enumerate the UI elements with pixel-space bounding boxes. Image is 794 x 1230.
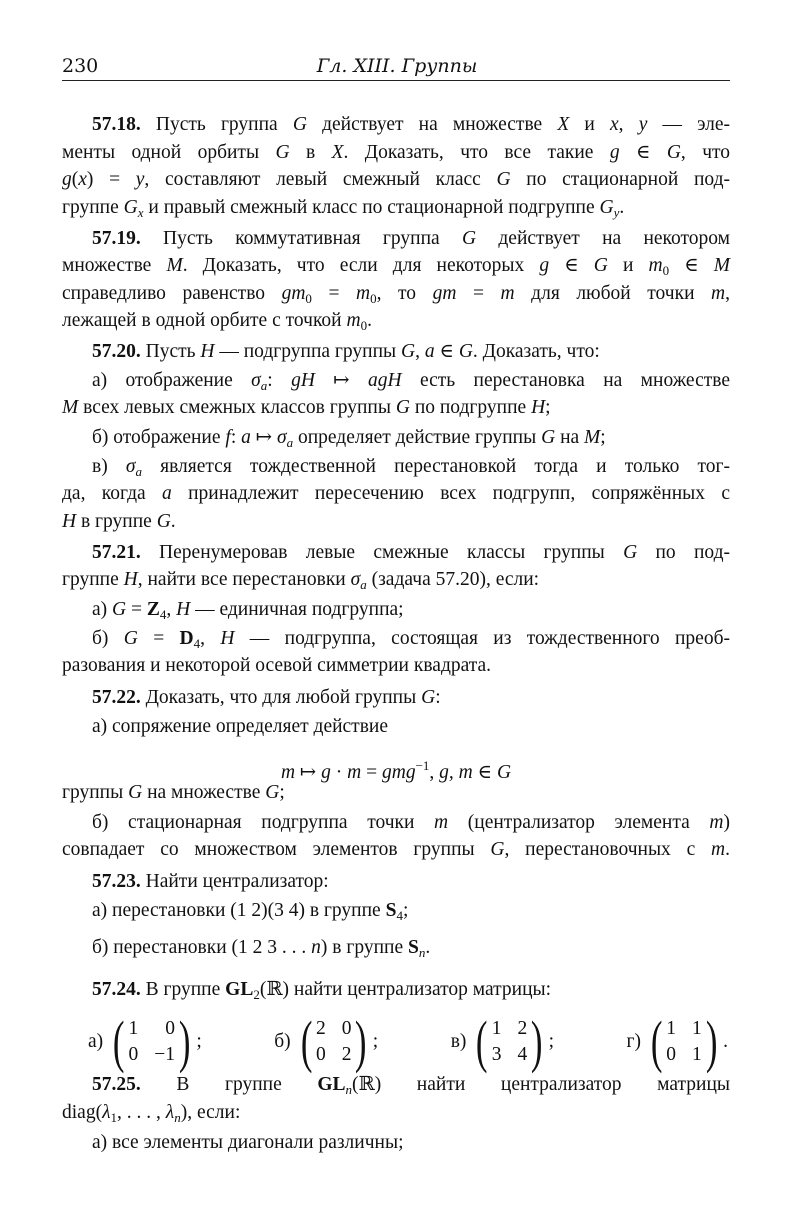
math-index: a: [286, 435, 294, 450]
text-run: ) =: [86, 169, 136, 190]
math-symbol: g: [62, 169, 72, 190]
text-run: на множестве: [142, 782, 266, 803]
math-index: 1: [110, 1110, 118, 1125]
text-line: [62, 139, 730, 167]
text-run: а): [92, 599, 113, 620]
text-line: [62, 836, 730, 864]
matrix-entry: 0: [128, 1044, 139, 1065]
math-symbol: G: [265, 782, 280, 803]
math-symbol: gH: [291, 370, 315, 391]
text-run: , составляют левый смежный класс: [144, 169, 497, 190]
text-run: лежащей в одной орбите с точкой: [62, 310, 347, 331]
text-run: ↦: [295, 762, 322, 783]
left-paren: (: [650, 1009, 663, 1074]
matrix-label: в): [450, 1031, 467, 1052]
text-run: а) сопряжение определяет действие: [92, 716, 389, 737]
math-symbol: G: [401, 341, 416, 362]
math-symbol: m: [347, 762, 362, 783]
math-symbol: G: [421, 687, 436, 708]
text-run: б): [92, 628, 124, 649]
text-line: [92, 225, 730, 253]
bold-text: GL: [317, 1074, 346, 1095]
math-symbol: X: [557, 114, 570, 135]
matrix-label: б): [274, 1031, 291, 1052]
text-run: ,: [429, 762, 440, 783]
math-symbol: M: [166, 255, 183, 276]
text-line: [62, 652, 730, 680]
text-line: [92, 338, 730, 366]
math-symbol: G: [593, 255, 608, 276]
math-symbol: a: [162, 483, 172, 504]
text-run: ∈: [472, 762, 497, 783]
text-run: Пусть группа: [140, 114, 293, 135]
math-symbol: m: [346, 310, 361, 331]
text-run: по подгруппе: [409, 397, 532, 418]
text-run: действует на множестве: [306, 114, 558, 135]
text-run: — единичная подгруппа;: [190, 599, 404, 620]
text-run: :: [230, 427, 242, 448]
text-run: ;: [402, 900, 409, 921]
text-run: в группе: [76, 511, 157, 532]
text-run: ,: [415, 341, 425, 362]
text-line: [92, 713, 730, 741]
text-run: , что: [680, 142, 731, 163]
matrix-item: [626, 1009, 728, 1074]
right-paren: ): [355, 1009, 367, 1074]
math-symbol: m: [500, 283, 515, 304]
math-symbol: λ: [102, 1102, 111, 1123]
text-run: , то: [376, 283, 433, 304]
text-run: diag(: [62, 1102, 103, 1123]
math-symbol: σ: [251, 370, 261, 391]
math-symbol: gm: [281, 283, 306, 304]
matrix-label: а): [88, 1031, 104, 1052]
bold-text: 57.25.: [92, 1074, 141, 1095]
right-paren: ): [705, 1009, 718, 1074]
math-index: 0: [662, 263, 670, 278]
matrix-entry: 4: [517, 1044, 528, 1065]
math-symbol: H: [123, 569, 138, 590]
matrix-entries: [316, 1016, 352, 1068]
bold-text: GL: [225, 979, 254, 1000]
text-line: [62, 307, 730, 340]
text-run: =: [456, 283, 501, 304]
text-run: ∈: [619, 142, 667, 163]
text-run: в): [92, 456, 126, 477]
text-line: [62, 166, 730, 194]
text-line: [62, 394, 730, 422]
math-symbol: G: [458, 341, 473, 362]
math-symbol: G: [128, 782, 143, 803]
math-symbol: a: [241, 427, 251, 448]
matrix-entry: 1: [491, 1018, 502, 1039]
matrix-item: [274, 1009, 379, 1074]
text-run: является тождественной перестановкой тогда и только тог-: [141, 456, 731, 477]
math-symbol: m: [648, 255, 663, 276]
math-symbol: G: [496, 762, 512, 783]
bold-text: 57.24.: [92, 979, 141, 1000]
text-run: и: [607, 255, 649, 276]
text-run: совпадает со множеством элементов группы: [62, 839, 491, 860]
text-run: :: [267, 370, 292, 391]
text-run: Пусть коммутативная группа: [140, 228, 462, 249]
text-run: (ℝ) найти централизатор матрицы:: [259, 979, 552, 1000]
math-symbol: G: [292, 114, 307, 135]
text-run: ,: [618, 114, 639, 135]
matrix-entry: 0: [315, 1044, 326, 1065]
matrix-entry: 1: [692, 1018, 702, 1039]
text-line: [62, 566, 730, 599]
text-run: . Доказать, что если для некоторых: [182, 255, 540, 276]
text-run: а) перестановки (1 2)(3 4) в группе: [92, 900, 386, 921]
matrix-entry: 2: [517, 1018, 528, 1039]
text-run: (: [71, 169, 79, 190]
matrix-row: [88, 1009, 728, 1074]
matrix-punct: .: [723, 1031, 728, 1052]
math-symbol: f: [225, 427, 231, 448]
math-symbol: y: [638, 114, 648, 135]
text-run: Найти централизатор:: [140, 871, 329, 892]
text-line: [62, 480, 730, 508]
math-symbol: gmg: [381, 762, 416, 783]
math-symbol: g, m: [439, 762, 473, 783]
math-symbol: agH: [368, 370, 402, 391]
text-run: ↦: [314, 370, 368, 391]
math-symbol: gm: [432, 283, 457, 304]
math-index: a: [260, 378, 268, 393]
math-index: 4: [159, 607, 167, 622]
text-run: =: [311, 283, 357, 304]
math-index: x: [137, 205, 144, 220]
math-symbol: G: [123, 197, 138, 218]
math-index: a: [135, 464, 142, 479]
text-run: ∈: [434, 341, 459, 362]
left-paren: (: [476, 1009, 488, 1074]
bold-text: 57.20.: [92, 341, 141, 362]
math-symbol: M: [62, 397, 79, 418]
bold-text: D: [179, 628, 194, 649]
bold-text: 57.22.: [92, 687, 141, 708]
math-symbol: n: [311, 937, 321, 958]
text-run: для любой точки: [514, 283, 712, 304]
text-run: есть перестановка на множестве: [401, 370, 730, 391]
matrix-punct: ;: [548, 1031, 554, 1052]
text-run: (задача 57.20), если:: [366, 569, 540, 590]
text-run: группе: [62, 197, 124, 218]
text-run: — подгруппа группы: [214, 341, 402, 362]
matrix-punct: ;: [372, 1031, 379, 1052]
text-run: разования и некоторой осевой симметрии квадрата.: [62, 655, 492, 676]
text-run: .: [725, 839, 730, 860]
text-run: действует на некотором: [476, 228, 730, 249]
text-line: [92, 934, 730, 967]
math-symbol: m: [280, 762, 296, 783]
math-symbol: G: [156, 511, 171, 532]
text-run: , перестановочных с: [504, 839, 712, 860]
math-symbol: H: [200, 341, 215, 362]
text-run: .: [619, 197, 625, 218]
math-symbol: M: [584, 427, 601, 448]
text-run: ): [723, 812, 730, 833]
math-symbol: G: [496, 169, 511, 190]
math-symbol: λ: [165, 1102, 175, 1123]
bold-text: Z: [146, 599, 160, 620]
bold-text: 57.19.: [92, 228, 141, 249]
text-run: Перенумеровав левые смежные классы группы: [140, 542, 624, 563]
text-line: [92, 684, 730, 712]
text-line: [92, 539, 730, 567]
text-run: ∈: [549, 255, 594, 276]
text-line: [92, 976, 730, 1009]
text-run: :: [435, 687, 441, 708]
text-run: а) все элементы диагонали различны;: [92, 1132, 404, 1153]
text-line: [62, 508, 730, 536]
text-run: ∈: [669, 255, 714, 276]
bold-text: 57.23.: [92, 871, 141, 892]
math-symbol: G: [123, 628, 138, 649]
text-line: [92, 111, 730, 139]
text-run: .: [425, 937, 431, 958]
text-run: В группе: [140, 1074, 318, 1095]
right-paren: ): [178, 1009, 191, 1074]
math-index: a: [360, 577, 367, 592]
text-run: =: [126, 599, 147, 620]
math-symbol: σ: [125, 456, 136, 477]
math-symbol: G: [666, 142, 681, 163]
text-run: определяет действие группы: [293, 427, 542, 448]
math-symbol: y: [135, 169, 145, 190]
text-run: .: [170, 511, 176, 532]
text-run: по под-: [637, 542, 730, 563]
math-symbol: σ: [276, 427, 287, 448]
bold-text: S: [407, 937, 419, 958]
text-run: б) отображение: [92, 427, 226, 448]
text-line: [62, 1099, 730, 1132]
text-run: б) стационарная подгруппа точки: [92, 812, 435, 833]
matrix-entry: 1: [692, 1044, 702, 1065]
text-run: (ℝ) найти централизатор матрицы: [352, 1074, 730, 1095]
matrix-entry: 0: [165, 1018, 175, 1039]
math-symbol: m: [711, 283, 726, 304]
left-paren: (: [113, 1009, 125, 1074]
text-run: ;: [545, 397, 551, 418]
matrix-item: [450, 1009, 554, 1074]
matrix-entry: 2: [341, 1044, 352, 1065]
text-run: принадлежит пересечению всех подгрупп, сопряжённых с: [171, 483, 730, 504]
text-line: [62, 194, 730, 227]
matrix-entry: 1: [128, 1018, 139, 1039]
matrix-entry: 1: [666, 1018, 677, 1039]
text-run: в: [289, 142, 332, 163]
math-symbol: H: [62, 511, 77, 532]
text-run: да, когда: [62, 483, 162, 504]
text-run: ;: [279, 782, 285, 803]
text-line: [62, 779, 730, 807]
text-run: и: [569, 114, 610, 135]
right-paren: ): [531, 1009, 543, 1074]
text-run: ;: [600, 427, 606, 448]
matrix-entry: −1: [154, 1044, 175, 1065]
bold-text: 57.18.: [92, 114, 141, 135]
text-run: .: [367, 310, 372, 331]
math-index: 4: [193, 636, 201, 651]
math-symbol: G: [541, 427, 556, 448]
text-line: [92, 868, 730, 896]
math-symbol: σ: [350, 569, 361, 590]
text-run: множестве: [62, 255, 167, 276]
math-index: n: [174, 1110, 181, 1125]
text-run: — эле-: [647, 114, 731, 135]
text-run: всех левых смежных классов группы: [78, 397, 396, 418]
math-symbol: M: [713, 255, 730, 276]
math-symbol: m: [356, 283, 371, 304]
bold-text: S: [385, 900, 397, 921]
math-symbol: a: [424, 341, 435, 362]
matrix-entries: [666, 1016, 702, 1068]
text-run: ), если:: [180, 1102, 241, 1123]
text-run: менты одной орбиты: [62, 142, 276, 163]
text-run: по стационарной под-: [510, 169, 730, 190]
text-run: б) перестановки (1 2 3 . . .: [92, 937, 312, 958]
text-run: В группе: [140, 979, 226, 1000]
math-index: 4: [396, 908, 403, 923]
text-line: [92, 897, 730, 930]
math-symbol: X: [331, 142, 344, 163]
math-index: −1: [415, 758, 430, 773]
text-line: [92, 1129, 730, 1157]
text-run: — подгруппа, состоящая из тождественного преоб-: [234, 628, 730, 649]
matrix-entry: 0: [341, 1018, 352, 1039]
text-run: (централизатор элемента: [448, 812, 710, 833]
text-line: [92, 809, 730, 837]
text-run: группе: [62, 569, 124, 590]
text-run: ↦: [250, 427, 277, 448]
text-run: а) отображение: [92, 370, 252, 391]
math-symbol: x: [610, 114, 619, 135]
header-rule: [62, 80, 730, 81]
text-run: и правый смежный класс по стационарной подгруппе: [143, 197, 600, 218]
matrix-entry: 2: [315, 1018, 326, 1039]
math-symbol: G: [599, 197, 614, 218]
matrix-entries: [128, 1016, 175, 1068]
math-index: 0: [305, 291, 312, 306]
math-symbol: G: [623, 542, 638, 563]
running-title: Гл. XIII. Группы: [316, 55, 478, 77]
math-index: n: [345, 1082, 353, 1097]
math-symbol: m: [711, 839, 726, 860]
math-symbol: g: [609, 142, 620, 163]
matrix-punct: ;: [196, 1031, 202, 1052]
text-run: . Доказать, что:: [472, 341, 600, 362]
text-run: на: [555, 427, 585, 448]
math-symbol: g: [321, 762, 331, 783]
math-symbol: m: [434, 812, 449, 833]
text-run: ,: [166, 599, 177, 620]
math-symbol: m: [709, 812, 724, 833]
math-symbol: g: [539, 255, 550, 276]
text-run: ,: [725, 283, 731, 304]
left-paren: (: [300, 1009, 313, 1074]
math-symbol: G: [395, 397, 410, 418]
text-run: справедливо равенство: [62, 283, 282, 304]
text-run: ) в группе: [320, 937, 408, 958]
math-symbol: G: [112, 599, 127, 620]
text-run: , . . . ,: [117, 1102, 166, 1123]
text-run: Доказать, что для любой группы: [140, 687, 422, 708]
math-index: 2: [253, 987, 260, 1002]
math-index: n: [418, 945, 426, 960]
math-index: 0: [360, 318, 368, 333]
text-run: =: [137, 628, 180, 649]
math-symbol: H: [220, 628, 235, 649]
math-symbol: G: [462, 228, 477, 249]
math-symbol: H: [531, 397, 546, 418]
text-run: =: [361, 762, 382, 783]
math-symbol: G: [490, 839, 505, 860]
text-run: группы: [62, 782, 129, 803]
text-run: , найти все перестановки: [137, 569, 351, 590]
matrix-entry: 0: [666, 1044, 677, 1065]
matrix-item: [88, 1009, 202, 1074]
math-index: 0: [370, 291, 377, 306]
text-run: ,: [200, 628, 221, 649]
text-run: ·: [330, 762, 348, 783]
page-number: 230: [62, 55, 99, 77]
math-index: y: [613, 205, 620, 220]
matrix-label: г): [626, 1031, 641, 1052]
matrix-entry: 3: [491, 1044, 502, 1065]
math-symbol: H: [176, 599, 191, 620]
math-symbol: x: [78, 169, 87, 190]
text-run: . Доказать, что все такие: [343, 142, 610, 163]
math-symbol: G: [275, 142, 290, 163]
matrix-entries: [492, 1016, 528, 1068]
bold-text: 57.21.: [92, 542, 141, 563]
text-run: Пусть: [140, 341, 201, 362]
